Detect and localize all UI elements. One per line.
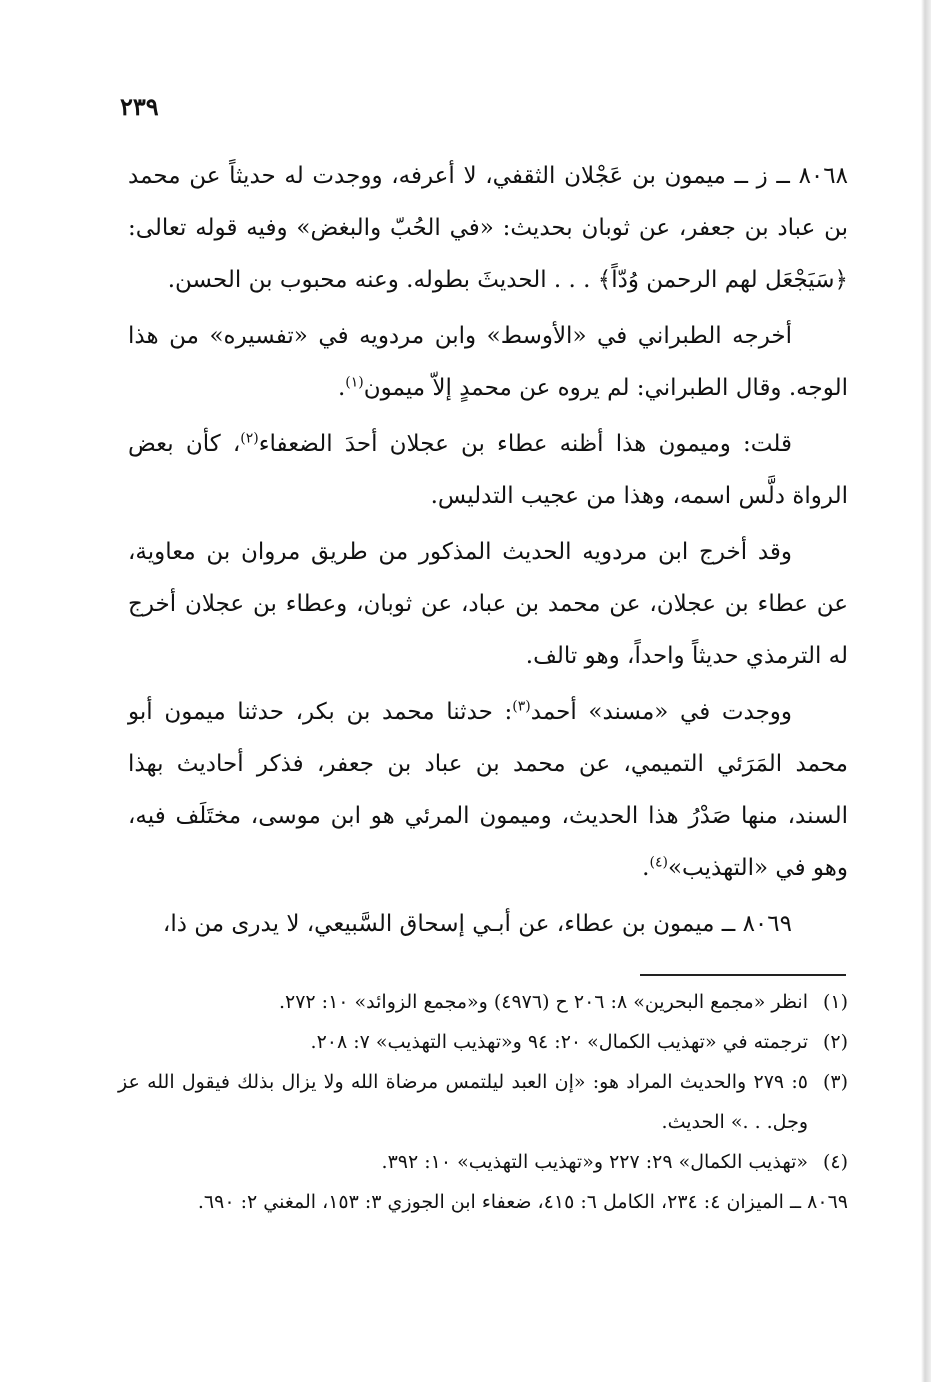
footnote-ref-2[interactable]: (٢): [240, 430, 259, 447]
footnotes: [118, 982, 848, 1222]
entry-8068: ٨٠٦٨ ــ ز ــ ميمون بن عَجْلان الثقفي، لا أعرفه، ووجدت له حديثاً عن محمد بن عباد بن جعفر، عن ثوبان بحديث: «في الحُبّ والبغض» وفيه قوله تعالى: ﴿سَيَجْعَل لهم الرحمن وُدّاً﴾ . . . الحديثَ بطوله. وعنه محبوب بن الحسن.: [128, 163, 848, 293]
footnote-text: ترجمته في «تهذيب الكمال» ٢٠: ٩٤ و«تهذيب التهذيب» ٧: ٢٠٨.: [310, 1031, 808, 1053]
main-text: [128, 150, 848, 954]
footnote-text: انظر «مجمع البحرين» ٨: ٢٠٦ ح (٤٩٧٦) و«مجمع الزوائد» ١٠: ٢٧٢.: [278, 991, 808, 1013]
paragraph-end: .: [642, 855, 650, 881]
paragraph-end: ، كأن بعض الرواة دلَّس اسمه، وهذا من عجيب التدليس.: [128, 431, 848, 509]
footnote-4: [118, 1142, 848, 1182]
entry-8069: ٨٠٦٩ ــ ميمون بن عطاء، عن أبـي إسحاق السَّبيعي، لا يدرى من ذا،: [162, 911, 792, 937]
source-note-8069: ٨٠٦٩ ــ الميزان ٤: ٢٣٤، الكامل ٦: ٤١٥، ضعفاء ابن الجوزي ٣: ١٥٣، المغني ٢: ٦٩٠.: [197, 1191, 848, 1213]
paragraph-tabarani: [128, 310, 848, 414]
footnote-text: «تهذيب الكمال» ٢٩: ٢٢٧ و«تهذيب التهذيب» ١٠: ٣٩٢.: [381, 1151, 808, 1173]
footnote-number: (٢): [822, 1031, 848, 1053]
footnote-ref-1[interactable]: (١): [345, 374, 364, 391]
paragraph-text: أخرجه الطبراني في «الأوسط» وابن مردويه في «تفسيره» من هذا الوجه. وقال الطبراني: لم يروه عن محمدٍ إلاّ ميمون: [128, 323, 848, 401]
footnote-ref-3[interactable]: (٣): [512, 698, 531, 715]
footnote-number: (١): [822, 991, 848, 1013]
paragraph-end: .: [337, 375, 346, 401]
paragraph-text-2: : حدثنا محمد بن بكر، حدثنا ميمون أبو محمد المَرَئي التميمي، عن محمد بن عباد بن جعفر، فذكر أحاديث بهذا السند، منها صَدْرُ هذا الحديث، وميمون المرئي هو ابن موسى، مختَلَف فيه، وهو في «التهذيب»: [128, 699, 848, 881]
footnote-number: (٣): [822, 1071, 848, 1093]
footnote-1: [118, 982, 848, 1022]
footnote-2: [118, 1022, 848, 1062]
page-number: ٢٣٩: [120, 92, 159, 121]
paragraph-text: قلت: وميمون هذا أظنه عطاء بن عجلان أحدَ الضعفاء: [258, 431, 792, 457]
paragraph-musnad: [128, 686, 848, 894]
footnote-text: ٥: ٢٧٩ والحديث المراد هو: «إن العبد ليلتمس مرضاة الله ولا يزال بذلك فيقول الله عز وجل. . .» الحديث.: [118, 1071, 808, 1133]
footnote-ref-4[interactable]: (٤): [649, 854, 668, 871]
paragraph-qultu: [128, 418, 848, 522]
footnote-3: [118, 1062, 848, 1142]
footnote-separator: [640, 974, 846, 976]
paragraph-ibn-marduyah: وقد أخرج ابن مردويه الحديث المذكور من طريق مروان بن معاوية، عن عطاء بن عجلان، عن محمد بن عباد، عن ثوبان، وعطاء بن عجلان أخرج له الترمذي حديثاً واحداً، وهو تالف.: [128, 539, 848, 669]
page-edge-shadow: [921, 0, 931, 1382]
paragraph-text: ووجدت في «مسند» أحمد: [530, 699, 793, 725]
footnote-number: (٤): [822, 1151, 848, 1173]
